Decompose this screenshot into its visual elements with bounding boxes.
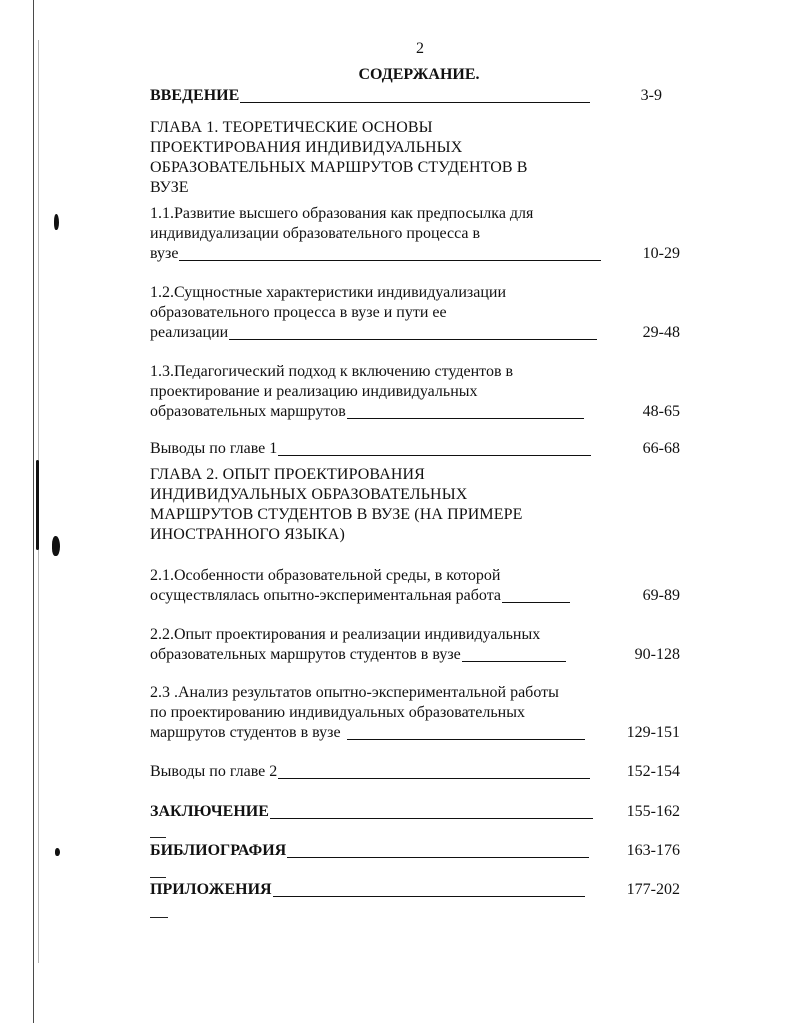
toc-entry-conclusions-1[interactable]	[150, 439, 680, 459]
entry-line: 1.3.Педагогический подход к включению студентов в	[150, 363, 514, 380]
toc-entry-2-1[interactable]	[150, 566, 680, 606]
chapter-line: ГЛАВА 2. ОПЫТ ПРОЕКТИРОВАНИЯ	[150, 466, 425, 483]
toc-entry-1-1[interactable]	[150, 204, 680, 264]
leader-line	[347, 739, 585, 740]
toc-entry-title: Выводы по главе 2	[150, 763, 278, 780]
toc-chapter-2[interactable]	[150, 465, 680, 545]
toc-entry-pages: 90-128	[634, 646, 680, 663]
scan-dash	[150, 917, 168, 918]
leader-line	[462, 661, 566, 662]
toc-entry-bibliography[interactable]	[150, 841, 680, 861]
leader-line	[287, 857, 589, 858]
toc-entry-intro[interactable]	[150, 86, 680, 106]
leader-line	[229, 339, 597, 340]
toc-entry-pages: 66-68	[642, 440, 680, 457]
toc-entry-2-3[interactable]	[150, 683, 680, 743]
toc-entry-conclusion[interactable]	[150, 802, 680, 822]
scan-dash	[150, 877, 166, 878]
toc-entry-2-2[interactable]	[150, 625, 680, 665]
toc-entry-pages: 48-65	[642, 403, 680, 420]
leader-line	[278, 778, 590, 779]
toc-entry-title: ПРИЛОЖЕНИЯ	[150, 881, 272, 898]
leader-line	[179, 260, 601, 261]
scan-dash	[150, 837, 166, 838]
entry-line: 2.3 .Анализ результатов опытно-экспериментальной работы	[150, 684, 559, 701]
chapter-line: ПРОЕКТИРОВАНИЯ ИНДИВИДУАЛЬНЫХ	[150, 139, 463, 156]
entry-last-line: вузе	[150, 245, 179, 262]
toc-entry-title: БИБЛИОГРАФИЯ	[150, 842, 287, 859]
page-number: 2	[416, 40, 424, 57]
toc-title: СОДЕРЖАНИЕ.	[358, 66, 480, 83]
toc-chapter-1[interactable]	[150, 118, 680, 198]
leader-line	[502, 602, 570, 603]
chapter-line: ИНДИВИДУАЛЬНЫХ ОБРАЗОВАТЕЛЬНЫХ	[150, 486, 468, 503]
toc-entry-appendix[interactable]	[150, 880, 680, 900]
toc-entry-pages: 155-162	[626, 803, 680, 820]
entry-line: 2.1.Особенности образовательной среды, в которой	[150, 567, 501, 584]
leader-line	[270, 818, 593, 819]
entry-last-line: образовательных маршрутов	[150, 403, 346, 420]
toc-entry-title: ВВЕДЕНИЕ	[150, 87, 240, 104]
chapter-line: МАРШРУТОВ СТУДЕНТОВ В ВУЗЕ (НА ПРИМЕРЕ	[150, 506, 523, 523]
toc-entry-1-3[interactable]	[150, 362, 680, 422]
toc-entry-pages: 69-89	[642, 587, 680, 604]
entry-line: 1.1.Развитие высшего образования как предпосылка для	[150, 205, 534, 222]
leader-line	[273, 896, 585, 897]
toc-entry-pages: 10-29	[642, 245, 680, 262]
scan-mark	[54, 214, 59, 230]
chapter-line: ОБРАЗОВАТЕЛЬНЫХ МАРШРУТОВ СТУДЕНТОВ В	[150, 159, 528, 176]
toc-entry-conclusions-2[interactable]	[150, 762, 680, 782]
toc-entry-1-2[interactable]	[150, 283, 680, 343]
entry-last-line: реализации	[150, 324, 229, 341]
toc-entry-pages: 129-151	[626, 724, 680, 741]
scan-mark	[36, 460, 39, 550]
entry-line: 2.2.Опыт проектирования и реализации индивидуальных	[150, 626, 541, 643]
toc-entry-pages: 177-202	[626, 881, 680, 898]
toc-entry-pages: 29-48	[642, 324, 680, 341]
entry-line: 1.2.Сущностные характеристики индивидуализации	[150, 284, 507, 301]
leader-line	[240, 102, 590, 103]
entry-line: проектирование и реализацию индивидуальных	[150, 383, 478, 400]
toc-entry-pages: 3-9	[640, 87, 662, 104]
entry-last-line: образовательных маршрутов студентов в вузе	[150, 646, 461, 663]
chapter-line: ИНОСТРАННОГО ЯЗЫКА)	[150, 526, 345, 543]
entry-last-line: маршрутов студентов в вузе	[150, 724, 341, 741]
toc-entry-pages: 163-176	[626, 842, 680, 859]
leader-line	[278, 455, 591, 456]
entry-last-line: осуществлялась опытно-экспериментальная работа	[150, 587, 501, 604]
leader-line	[347, 418, 584, 419]
entry-line: образовательного процесса в вузе и пути ее	[150, 304, 447, 321]
entry-line: по проектированию индивидуальных образовательных	[150, 704, 525, 721]
toc-entry-title: ЗАКЛЮЧЕНИЕ	[150, 803, 269, 820]
entry-line: индивидуализации образовательного процесса в	[150, 225, 481, 242]
scan-mark	[55, 848, 60, 856]
toc-entry-title: Выводы по главе 1	[150, 440, 278, 457]
chapter-line: ГЛАВА 1. ТЕОРЕТИЧЕСКИЕ ОСНОВЫ	[150, 119, 433, 136]
toc-entry-pages: 152-154	[626, 763, 680, 780]
scan-left-edge	[33, 0, 34, 1023]
chapter-line: ВУЗЕ	[150, 179, 189, 196]
scan-mark	[52, 536, 60, 556]
